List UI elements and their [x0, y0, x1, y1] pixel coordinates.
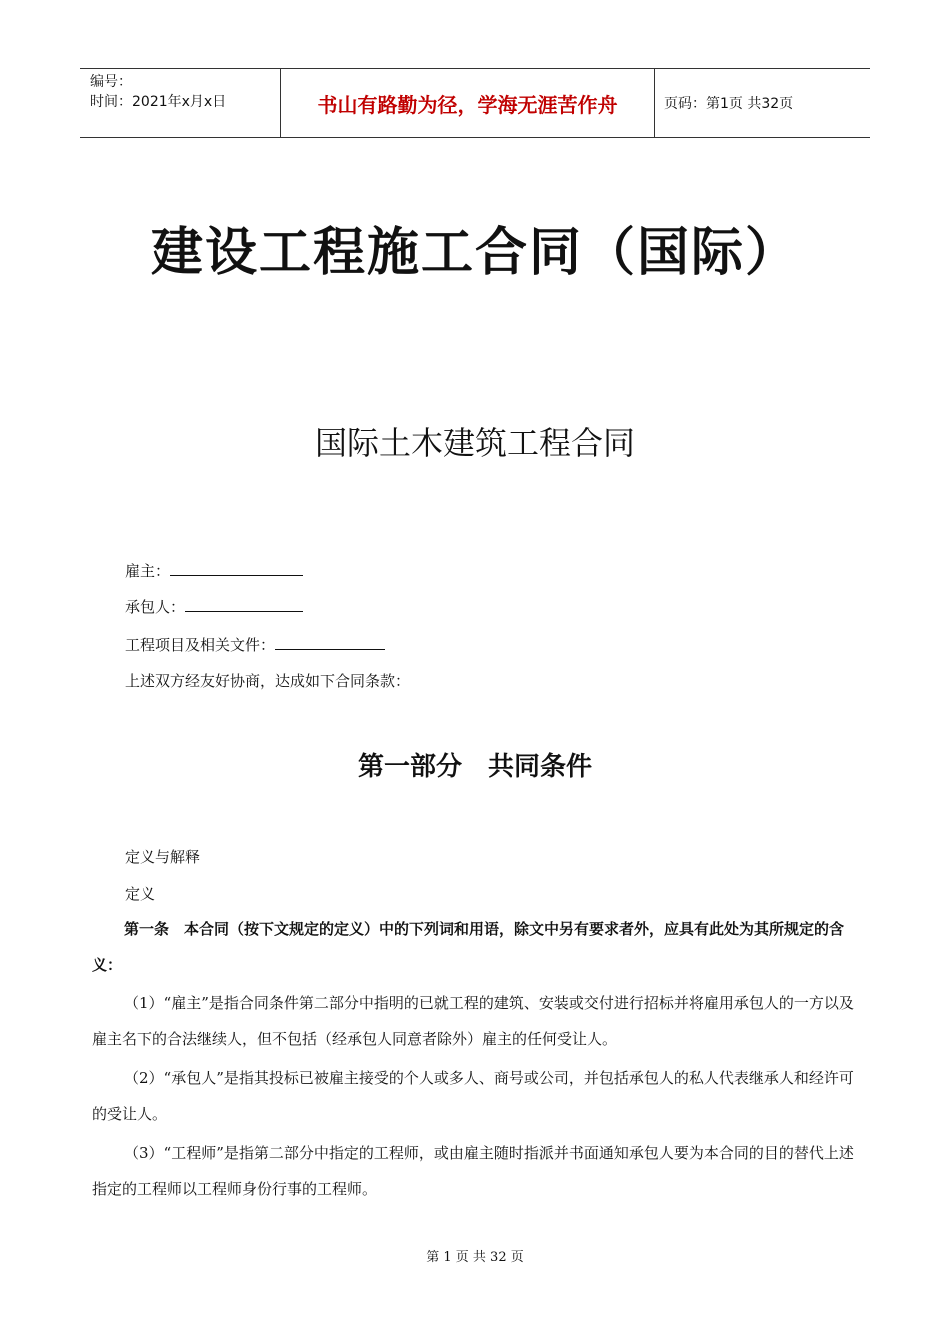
project-blank — [275, 635, 385, 650]
header-motto: 书山有路勤为径，学海无涯苦作舟 — [317, 92, 618, 117]
document-title: 建设工程施工合同（国际） — [150, 223, 799, 283]
employer-blank — [170, 561, 303, 576]
header-number: 编号： — [90, 74, 132, 90]
part-one-title: 第一部分 共同条件 — [357, 752, 592, 782]
header-motto-cell — [280, 69, 655, 137]
header-meta — [80, 69, 280, 137]
page-header — [80, 68, 870, 138]
contractor-label: 承包人： — [125, 598, 186, 616]
clause-2: （2）“承包人”是指其投标已被雇主接受的个人或多人、商号或公司，并包括承包人的私人代表继承人和经许可的受让人。 — [92, 1069, 854, 1123]
agreement-text: 上述双方经友好协商，达成如下合同条款： — [125, 672, 411, 690]
clause-1: （1）“雇主”是指合同条件第二部分中指明的已就工程的建筑、安装或交付进行招标并将雇用承包人的一方以及雇主名下的合法继续人，但不包括（经承包人同意者除外）雇主的任何受让人。 — [92, 994, 854, 1048]
employer-line — [125, 560, 303, 581]
article-one: 第一条 本合同（按下文规定的定义）中的下列词和用语，除文中另有要求者外，应具有此处为其所规定的含义： — [92, 920, 845, 974]
definitions-heading: 定义与解释 — [125, 848, 201, 866]
project-label: 工程项目及相关文件： — [125, 636, 276, 654]
header-time: 时间：2021年x月x日 — [90, 94, 227, 110]
employer-label: 雇主： — [125, 562, 171, 580]
header-page-info: 页码：第1页 共32页 — [664, 96, 794, 112]
project-line — [125, 634, 385, 655]
header-page-cell — [654, 69, 870, 137]
definition-label: 定义 — [125, 885, 156, 903]
clause-3: （3）“工程师”是指第二部分中指定的工程师，或由雇主随时指派并书面通知承包人要为本合同的目的替代上述指定的工程师以工程师身份行事的工程师。 — [92, 1144, 854, 1198]
contractor-blank — [185, 597, 303, 612]
contractor-line — [125, 596, 303, 617]
page-footer: 第 1 页 共 32 页 — [426, 1250, 524, 1265]
document-subtitle: 国际土木建筑工程合同 — [314, 424, 635, 462]
